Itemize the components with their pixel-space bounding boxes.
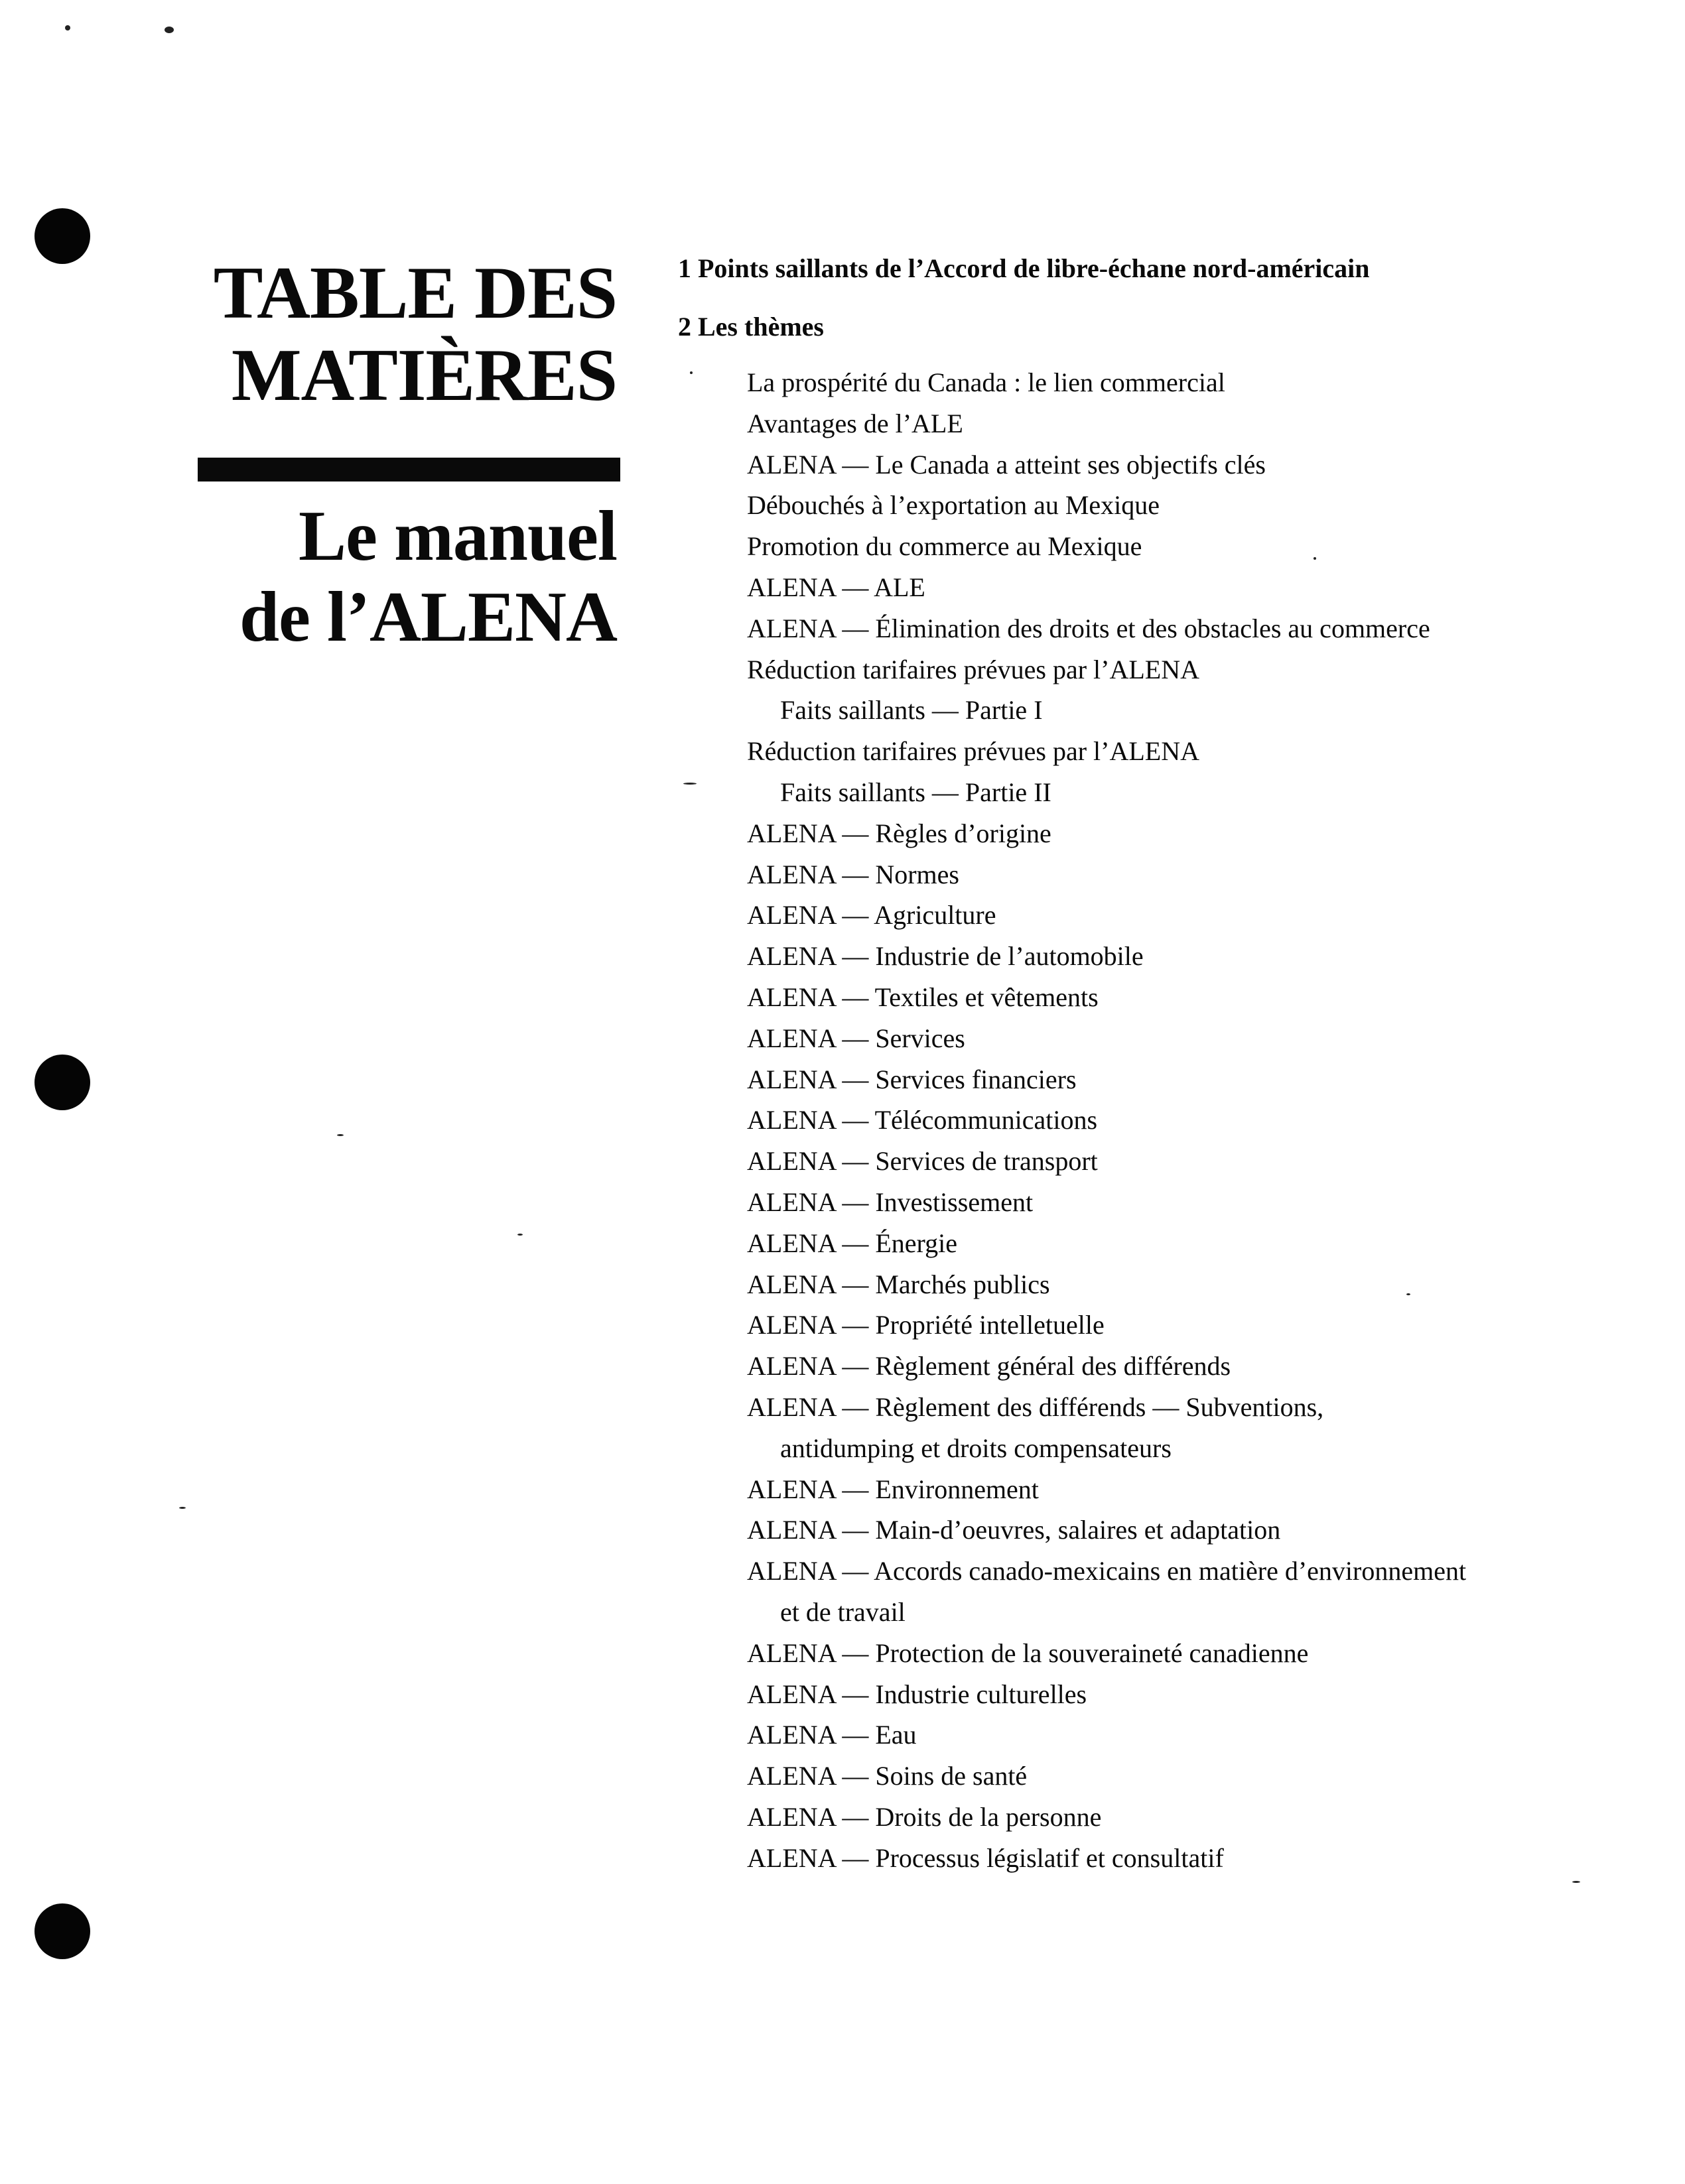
toc-item: ALENA — Règlement général des différends: [747, 1351, 1231, 1381]
toc-item: Avantages de l’ALE: [747, 408, 963, 438]
scan-speck: [337, 1134, 344, 1136]
punch-hole-middle: [34, 1055, 90, 1110]
toc-item: ALENA — Environnement: [747, 1474, 1039, 1504]
toc-item: ALENA — Industrie de l’automobile: [747, 941, 1144, 972]
toc-item: Réduction tarifaires prévues par l’ALENA Faits saillants — Partie II: [747, 731, 1620, 813]
toc-item: ALENA — Soins de santé: [747, 1761, 1028, 1791]
toc-item-continuation: Faits saillants — Partie I: [780, 695, 1043, 726]
toc-item: ALENA — Eau: [747, 1720, 917, 1750]
toc-item-continuation: et de travail: [780, 1596, 906, 1627]
manual-title-line-2: de l’ALENA: [239, 578, 617, 657]
toc-item: Débouchés à l’exportation au Mexique: [747, 490, 1160, 521]
toc-item: La prospérité du Canada : le lien commercial: [747, 367, 1225, 397]
toc-item: ALENA — Le Canada a atteint ses objectifs clés: [747, 449, 1266, 480]
scan-speck: [65, 25, 70, 31]
page-title: [186, 252, 617, 417]
toc-item: ALENA — Services: [747, 1023, 965, 1053]
scan-speck: [1572, 1881, 1580, 1883]
toc-item: ALENA — Télécommunications: [747, 1105, 1098, 1135]
toc-item-continuation: Faits saillants — Partie II: [780, 777, 1051, 807]
toc-item: ALENA — Investissement: [747, 1187, 1034, 1217]
toc-item: ALENA — Marchés publics: [747, 1269, 1050, 1299]
punch-hole-bottom: [34, 1903, 90, 1959]
toc-item: ALENA — Droits de la personne: [747, 1801, 1102, 1832]
toc-item: ALENA — Protection de la souveraineté canadienne: [747, 1638, 1309, 1668]
scan-speck: [517, 1234, 523, 1236]
scan-speck: [165, 27, 174, 33]
toc-item: ALENA — Règles d’origine: [747, 818, 1051, 848]
toc-item: ALENA — Règlement des différends — Subventions, antidumping et droits compensateurs: [747, 1387, 1620, 1469]
toc-item: ALENA — Normes: [747, 859, 959, 889]
punch-hole-top: [34, 208, 90, 264]
toc-item: ALENA — Énergie: [747, 1228, 957, 1258]
table-of-contents: [678, 252, 1620, 1878]
toc-item-continuation: antidumping et droits compensateurs: [780, 1433, 1172, 1463]
toc-item: Réduction tarifaires prévues par l’ALENA Faits saillants — Partie I: [747, 649, 1620, 732]
toc-item-list: [678, 362, 1620, 1878]
toc-item: ALENA — ALE: [747, 572, 925, 602]
toc-item: ALENA — Processus législatif et consultatif: [747, 1842, 1224, 1873]
toc-section-1: 1 Points saillants de l’Accord de libre-échane nord-américain: [678, 253, 1370, 283]
scan-speck: [179, 1507, 186, 1509]
toc-item: ALENA — Agriculture: [747, 900, 996, 931]
toc-item: ALENA — Accords canado-mexicains en matière d’environnement et de travail: [747, 1551, 1620, 1633]
toc-section-2: 2 Les thèmes: [678, 312, 824, 342]
toc-item: ALENA — Industrie culturelles: [747, 1679, 1087, 1709]
toc-item: Promotion du commerce au Mexique: [747, 531, 1142, 562]
toc-item: ALENA — Services financiers: [747, 1064, 1077, 1094]
title-block: [186, 252, 617, 417]
title-divider-bar: [198, 458, 620, 482]
toc-item: ALENA — Élimination des droits et des obstacles au commerce: [747, 613, 1430, 643]
manual-title-line-1: Le manuel: [298, 497, 617, 576]
manual-title: [186, 496, 617, 658]
page-title-line-1: TABLE DES: [213, 252, 617, 334]
toc-item: ALENA — Textiles et vêtements: [747, 982, 1099, 1012]
page-title-line-2: MATIÈRES: [231, 334, 617, 417]
toc-item: ALENA — Propriété intelletuelle: [747, 1310, 1105, 1340]
toc-item: ALENA — Main-d’oeuvres, salaires et adaptation: [747, 1515, 1281, 1545]
toc-item: ALENA — Services de transport: [747, 1146, 1098, 1177]
